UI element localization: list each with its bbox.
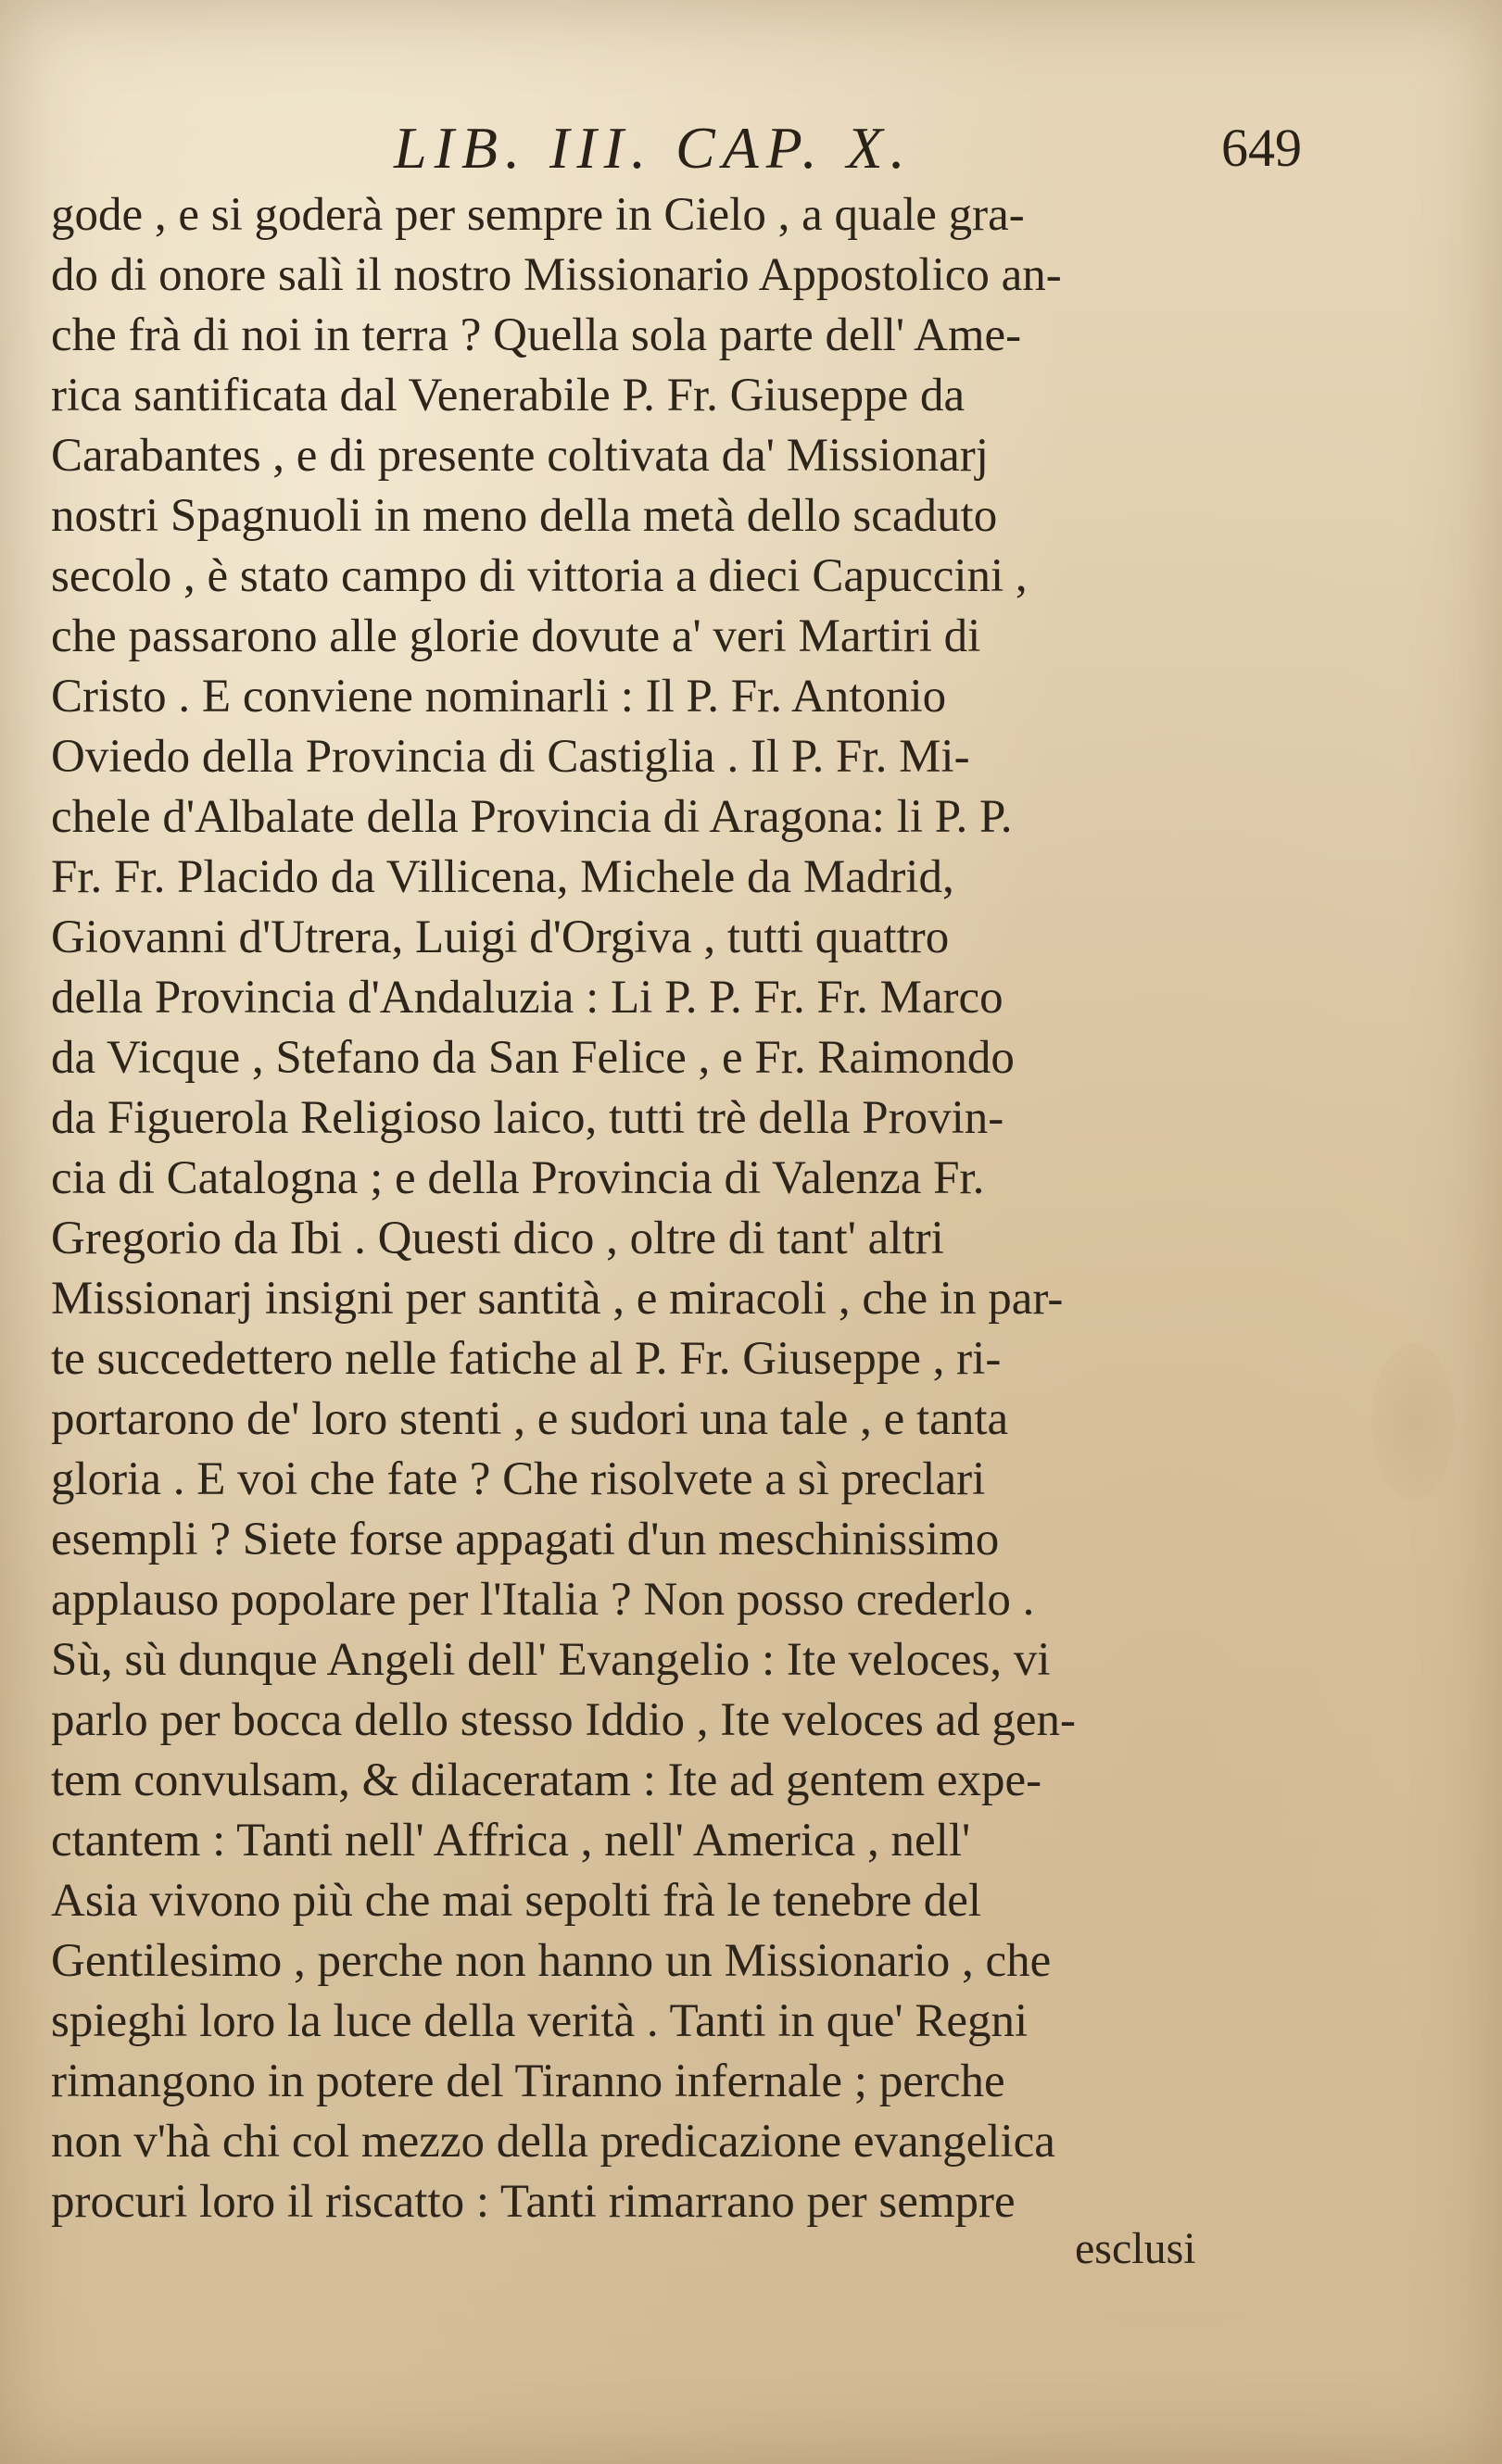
text-line: te succedettero nelle fatiche al P. Fr. Giuseppe , ri- <box>51 1333 1002 1385</box>
text-line: applauso popolare per l'Italia ? Non posso crederlo . <box>51 1574 1035 1626</box>
text-line: della Provincia d'Andaluzia : Li P. P. Fr. Fr. Marco <box>51 972 1003 1024</box>
text-line: rimangono in potere del Tiranno infernale ; perche <box>51 2055 1005 2107</box>
text-line: ctantem : Tanti nell' Affrica , nell' America , nell' <box>51 1815 971 1867</box>
text-line: che passarono alle glorie dovute a' veri Martiri di <box>51 610 981 662</box>
text-line: Gentilesimo , perche non hanno un Missionario , che <box>51 1935 1052 1987</box>
text-line: Cristo . E conviene nominarli : Il P. Fr. Antonio <box>51 671 947 723</box>
text-line: nostri Spagnuoli in meno della metà dello scaduto <box>51 490 998 542</box>
text-line: rica santificata dal Venerabile P. Fr. Giuseppe da <box>51 370 966 421</box>
page-number: 649 <box>1221 118 1302 178</box>
paper-stain <box>1371 1343 1455 1501</box>
text-line: Carabantes , e di presente coltivata da' Missionarj <box>51 430 989 482</box>
catchword: esclusi <box>1075 2224 1196 2273</box>
text-line: da Figuerola Religioso laico, tutti trè della Provin- <box>51 1092 1004 1144</box>
text-line: da Vicque , Stefano da San Felice , e Fr. Raimondo <box>51 1032 1015 1084</box>
text-line: Oviedo della Provincia di Castiglia . Il P. Fr. Mi- <box>51 731 970 783</box>
text-line: non v'hà chi col mezzo della predicazione evangelica <box>51 2116 1055 2168</box>
text-line: secolo , è stato campo di vittoria a dieci Capuccini , <box>51 550 1028 602</box>
page-header <box>51 111 1302 185</box>
running-head: LIB. III. CAP. X. <box>394 115 913 181</box>
text-line: Asia vivono più che mai sepolti frà le tenebre del <box>51 1875 982 1927</box>
text-line: Fr. Fr. Placido da Villicena, Michele da Madrid, <box>51 851 954 903</box>
text-line: procuri loro il riscatto : Tanti rimarrano per sempre <box>51 2176 1016 2228</box>
text-line: cia di Catalogna ; e della Provincia di Valenza Fr. <box>51 1152 985 1204</box>
text-line: Giovanni d'Utrera, Luigi d'Orgiva , tutti quattro <box>51 911 950 963</box>
text-line: esempli ? Siete forse appagati d'un meschinissimo <box>51 1514 1000 1565</box>
text-line: spieghi loro la luce della verità . Tanti in que' Regni <box>51 1995 1029 2047</box>
text-line: tem convulsam, & dilaceratam : Ite ad gentem expe- <box>51 1754 1042 1806</box>
text-line: che frà di noi in terra ? Quella sola parte dell' Ame- <box>51 309 1022 361</box>
text-line: do di onore salì il nostro Missionario Appostolico an- <box>51 249 1062 301</box>
text-line: chele d'Albalate della Provincia di Aragona: li P. P. <box>51 791 1013 843</box>
text-line: gloria . E voi che fate ? Che risolvete a sì preclari <box>51 1453 986 1505</box>
text-line: portarono de' loro stenti , e sudori una tale , e tanta <box>51 1393 1009 1445</box>
text-line: parlo per bocca dello stesso Iddio , Ite veloces ad gen- <box>51 1694 1077 1746</box>
text-line: Gregorio da Ibi . Questi dico , oltre di tant' altri <box>51 1213 944 1264</box>
body-text <box>51 185 1302 2232</box>
text-line: Sù, sù dunque Angeli dell' Evangelio : Ite veloces, vi <box>51 1634 1051 1686</box>
text-line: gode , e si goderà per sempre in Cielo , a quale gra- <box>51 189 1025 241</box>
text-line: Missionarj insigni per santità , e miracoli , che in par- <box>51 1273 1064 1325</box>
